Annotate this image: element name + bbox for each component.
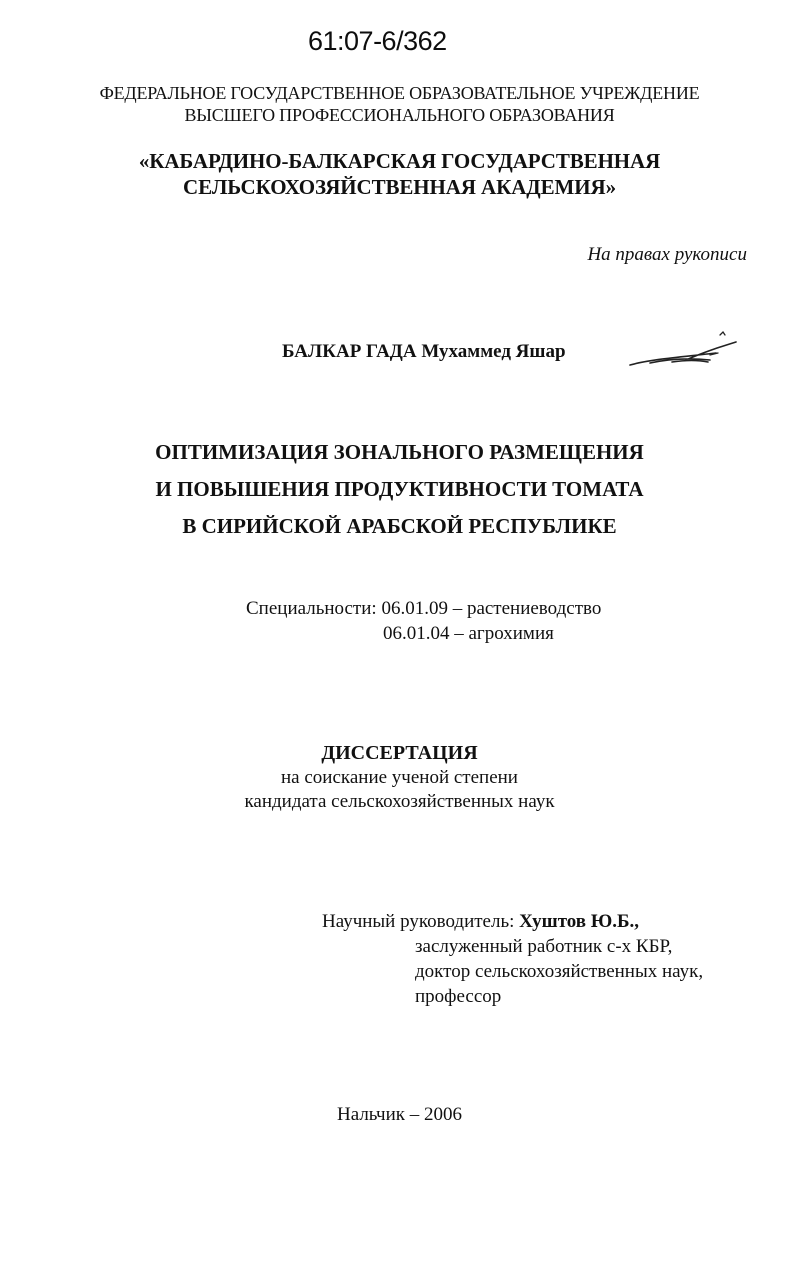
archive-stamp: 61:07-6/362 <box>308 26 447 56</box>
specialty-item: 06.01.04 – агрохимия <box>383 623 554 644</box>
author-name: БАЛКАР ГАДА Мухаммед Яшар <box>282 341 566 362</box>
degree-line-2: кандидата сельскохозяйственных наук <box>244 791 555 812</box>
supervisor-detail: заслуженный работник с-х КБР, <box>415 936 673 957</box>
title-line-2: И ПОВЫШЕНИЯ ПРОДУКТИВНОСТИ ТОМАТА <box>155 477 644 501</box>
organization-line-2: ВЫСШЕГО ПРОФЕССИОНАЛЬНОГО ОБРАЗОВАНИЯ <box>184 105 615 125</box>
academy-line-1: «КАБАРДИНО-БАЛКАРСКАЯ ГОСУДАРСТВЕННАЯ <box>138 149 661 173</box>
author-signature-icon <box>624 322 742 374</box>
degree-line-1: на соискание ученой степени <box>281 767 518 788</box>
dissertation-title <box>0 434 799 545</box>
organization-line-1: ФЕДЕРАЛЬНОЕ ГОСУДАРСТВЕННОЕ ОБРАЗОВАТЕЛЬНОЕ УЧРЕЖДЕНИЕ <box>99 83 700 103</box>
supervisor-label: Научный руководитель: <box>322 911 515 932</box>
degree-description <box>0 766 799 814</box>
title-line-1: ОПТИМИЗАЦИЯ ЗОНАЛЬНОГО РАЗМЕЩЕНИЯ <box>155 440 644 464</box>
dissertation-heading: ДИССЕРТАЦИЯ <box>321 742 478 764</box>
title-line-3: В СИРИЙСКОЙ АРАБСКОЙ РЕСПУБЛИКЕ <box>182 514 617 538</box>
rights-note: На правах рукописи <box>587 244 747 265</box>
academy-line-2: СЕЛЬСКОХОЗЯЙСТВЕННАЯ АКАДЕМИЯ» <box>183 175 616 199</box>
organization-header <box>0 82 799 126</box>
specialty-item: 06.01.09 – растениеводство <box>381 598 602 619</box>
city-year: Нальчик – 2006 <box>337 1104 462 1125</box>
supervisor-detail: доктор сельскохозяйственных наук, <box>415 961 704 982</box>
supervisor-detail: профессор <box>415 986 502 1007</box>
academy-name <box>0 148 799 200</box>
supervisor-block <box>322 909 703 1009</box>
specialties-label: Специальности: <box>246 598 377 619</box>
supervisor-name: Хуштов Ю.Б., <box>519 911 640 932</box>
specialties-block <box>246 596 601 646</box>
